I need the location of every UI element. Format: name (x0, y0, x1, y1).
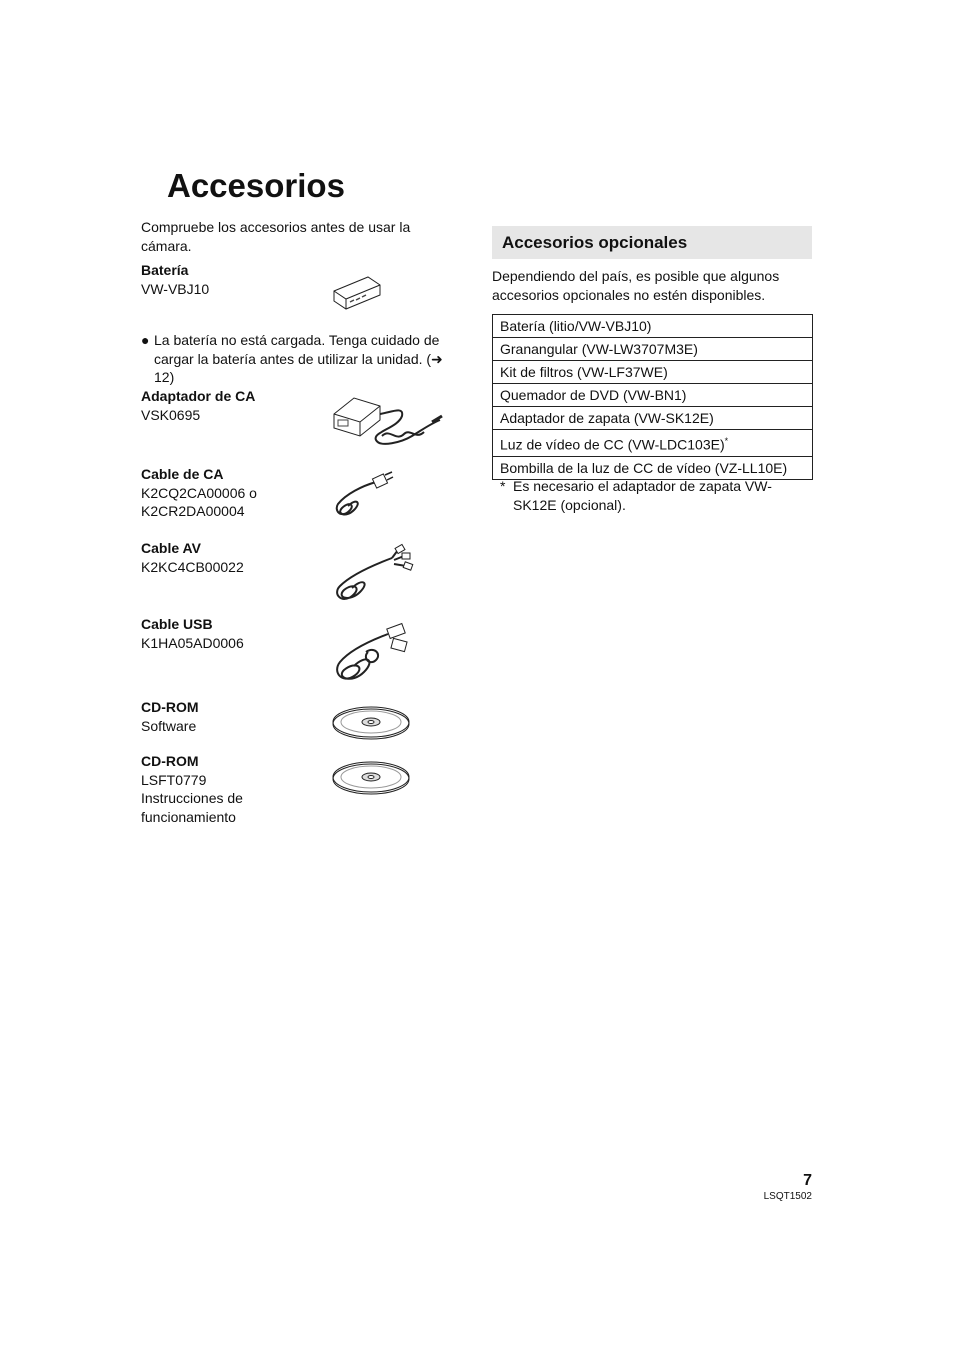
document-code: LSQT1502 (763, 1191, 812, 1202)
table-row (493, 430, 813, 457)
accessory-ac-adaptor (141, 387, 321, 424)
item-code: K2KC4CB00022 (141, 558, 244, 575)
item-name: Cable AV (141, 540, 201, 556)
footnote-marker: * (500, 478, 506, 494)
item-code: VW-VBJ10 (141, 280, 210, 297)
footnote-text: Es necesario el adaptador de zapata VW-SK12E (opcional). (513, 478, 772, 513)
accessory-battery (141, 261, 321, 298)
bullet-icon: ● (141, 332, 150, 348)
table-cell: Adaptador de zapata (VW-SK12E) (493, 407, 813, 430)
item-description: Instrucciones de (141, 790, 243, 806)
table-row (493, 456, 813, 479)
cd-rom-icon (332, 706, 410, 740)
item-code: K2CQ2CA00006 o (141, 484, 257, 501)
accessory-cd-rom-software (141, 698, 321, 735)
item-name: Batería (141, 262, 189, 278)
item-code: LSFT0779 (141, 771, 207, 788)
table-row (493, 361, 813, 384)
page-title: Accesorios (167, 167, 345, 204)
cd-rom-icon (332, 761, 410, 795)
table-row (493, 315, 813, 338)
item-code: K1HA05AD0006 (141, 634, 244, 651)
table-cell: Kit de filtros (VW-LF37WE) (493, 361, 813, 384)
accessory-av-cable (141, 539, 321, 576)
av-cable-icon (332, 546, 412, 604)
item-code: Software (141, 717, 197, 734)
item-code: VSK0695 (141, 406, 201, 423)
item-name: CD-ROM (141, 699, 199, 715)
item-name: Cable de CA (141, 466, 224, 482)
usb-cable-icon (332, 624, 410, 686)
table-row (493, 384, 813, 407)
table-cell: Batería (litio/VW-VBJ10) (493, 315, 813, 338)
accessory-cd-rom-instructions (141, 752, 321, 826)
accessory-usb-cable (141, 615, 321, 652)
accessory-ac-cable (141, 465, 321, 521)
table-cell: Quemador de DVD (VW-BN1) (493, 384, 813, 407)
item-code: K2CR2DA00004 (141, 503, 245, 519)
battery-icon (332, 275, 382, 311)
table-cell-with-marker (493, 430, 813, 457)
item-name: Adaptador de CA (141, 388, 256, 404)
item-description: funcionamiento (141, 808, 236, 825)
table-cell: Bombilla de la luz de CC de vídeo (VZ-LL10E) (493, 456, 813, 479)
table-cell: Granangular (VW-LW3707M3E) (493, 338, 813, 361)
item-name: CD-ROM (141, 753, 199, 769)
table-cell-text: Luz de vídeo de CC (VW-LDC103E) (500, 436, 725, 453)
table-row (493, 407, 813, 430)
ac-cable-icon (332, 472, 394, 522)
section-heading: Accesorios opcionales (492, 226, 812, 259)
intro-text: Compruebe los accesorios antes de usar la cámara. (141, 219, 411, 254)
item-name: Cable USB (141, 616, 213, 632)
optional-intro: Dependiendo del país, es posible que algunos accesorios opcionales no estén disponibles. (492, 268, 780, 303)
footnote-marker: * (724, 436, 729, 446)
ac-adaptor-icon (332, 392, 444, 450)
battery-note-text: La batería no está cargada. Tenga cuidado de cargar la batería antes de utilizar la unidad. (➜ 12) (154, 332, 443, 385)
optional-accessories-table (492, 314, 813, 480)
page-number: 7 (803, 1172, 812, 1189)
table-row (493, 338, 813, 361)
